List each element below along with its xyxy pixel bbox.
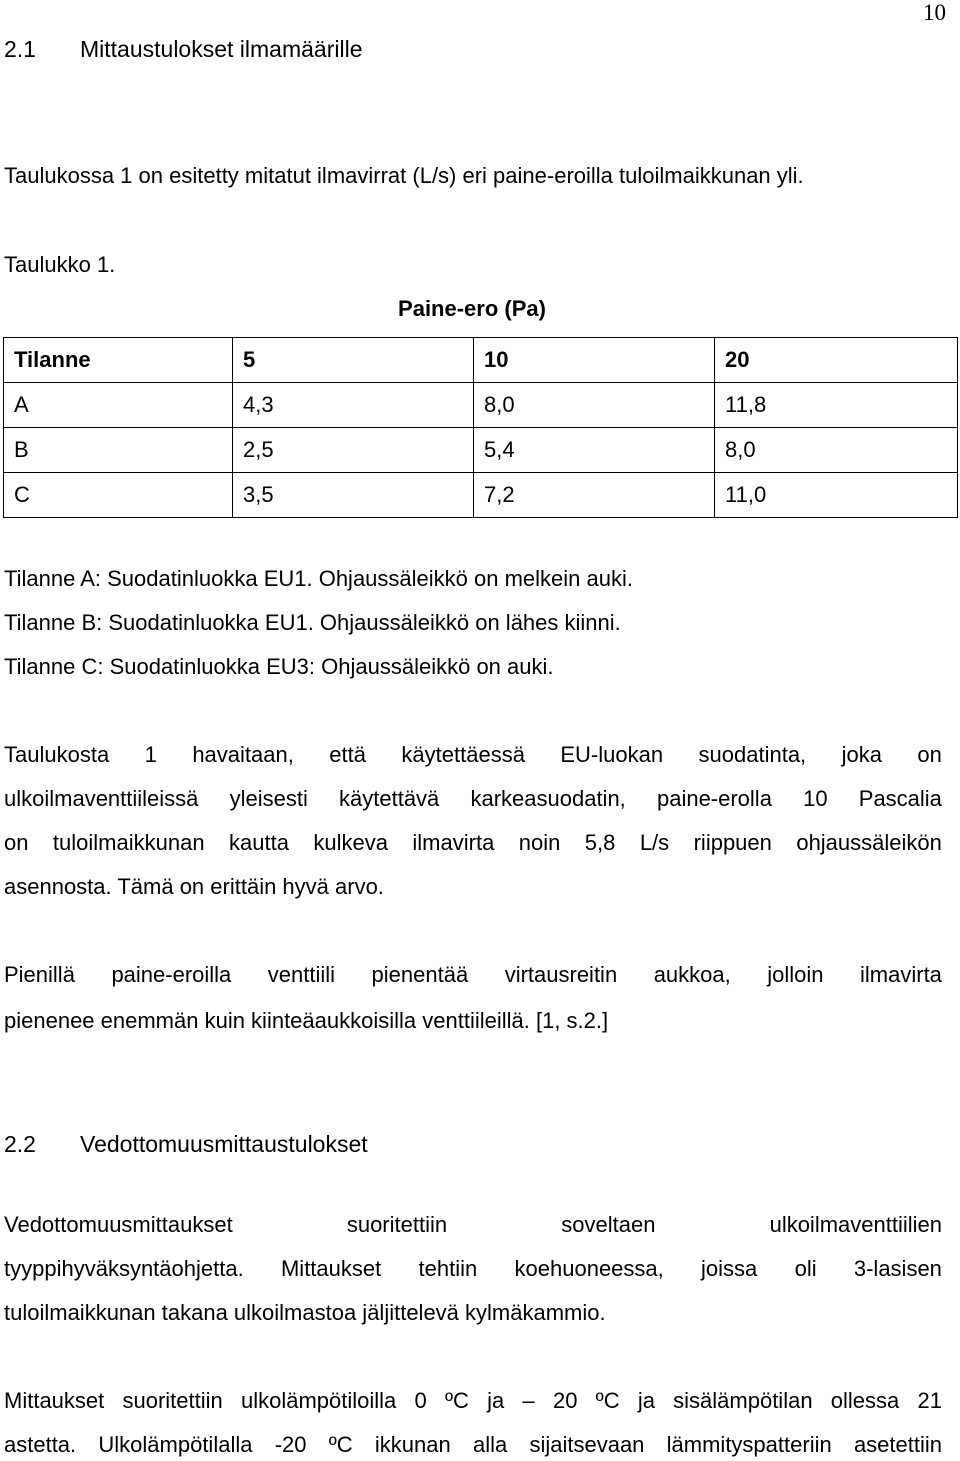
justified-text xyxy=(4,1256,942,1282)
table-header-row xyxy=(4,338,958,383)
intro-paragraph: Taulukossa 1 on esitetty mitatut ilmavirrat (L/s) eri paine-eroilla tuloilmaikkunan yli. xyxy=(4,163,804,188)
word: suoritettiin xyxy=(122,1388,223,1413)
word: venttiili xyxy=(267,962,336,987)
word: 3-lasisen xyxy=(853,1256,942,1281)
justified-text xyxy=(4,962,942,988)
section-title: Vedottomuusmittaustulokset xyxy=(80,1131,368,1157)
word: paine-erolla xyxy=(656,786,772,811)
word: tyyppihyväksyntäohjetta. xyxy=(4,1256,244,1281)
word: 10 xyxy=(803,786,828,811)
word: käytettäessä xyxy=(401,742,525,767)
word: ilmavirta xyxy=(412,830,495,855)
word: Taulukosta xyxy=(4,742,110,767)
word: ºC xyxy=(595,1388,620,1413)
word: Mittaukset xyxy=(280,1256,382,1281)
word: pienentää xyxy=(371,962,469,987)
word: ikkunan xyxy=(374,1432,451,1457)
justified-text xyxy=(4,1432,942,1458)
table-cell: 5,4 xyxy=(474,428,715,473)
section-heading-2-1 xyxy=(4,36,362,63)
word: jolloin xyxy=(767,962,824,987)
word: on xyxy=(4,830,29,855)
word: on xyxy=(917,742,942,767)
word: kautta xyxy=(229,830,289,855)
word: ollessa xyxy=(830,1388,900,1413)
word: L/s xyxy=(639,830,670,855)
justified-text xyxy=(4,742,942,768)
word: ulkoilmaventtiileissä xyxy=(4,786,199,811)
word: suoritettiin xyxy=(346,1212,448,1237)
table-cell: 11,0 xyxy=(715,473,958,518)
word: alla xyxy=(472,1432,508,1457)
justified-text xyxy=(4,830,942,856)
table-cell: 8,0 xyxy=(715,428,958,473)
justified-text xyxy=(4,786,942,812)
paragraph-line: asennosta. Tämä on erittäin hyvä arvo. xyxy=(4,874,384,899)
word: tehtiin xyxy=(418,1256,478,1281)
word: yleisesti xyxy=(229,786,308,811)
word: ºC xyxy=(328,1432,353,1457)
word: ulkolämpötiloilla xyxy=(240,1388,397,1413)
word: lämmityspatteriin xyxy=(666,1432,832,1457)
table-group-header: Paine-ero (Pa) xyxy=(398,296,546,321)
table-cell: A xyxy=(4,383,233,428)
word: oli xyxy=(794,1256,817,1281)
note-line: Tilanne A: Suodatinluokka EU1. Ohjaussäleikkö on melkein auki. xyxy=(4,566,633,591)
word: karkeasuodatin, xyxy=(470,786,626,811)
table-row xyxy=(4,383,958,428)
measurement-table xyxy=(3,337,958,518)
table-caption: Taulukko 1. xyxy=(4,252,116,277)
justified-text xyxy=(4,1388,942,1414)
justified-text xyxy=(4,1212,942,1238)
table-cell: 2,5 xyxy=(233,428,474,473)
word: riippuen xyxy=(693,830,772,855)
table-row xyxy=(4,428,958,473)
word: Ulkolämpötilalla xyxy=(98,1432,253,1457)
paragraph-line xyxy=(4,830,942,856)
word: ilmavirta xyxy=(860,962,942,987)
table-cell: C xyxy=(4,473,233,518)
word: ja xyxy=(487,1388,505,1413)
word: asetettiin xyxy=(853,1432,942,1457)
section-number: 2.2 xyxy=(4,1131,36,1157)
word: koehuoneessa, xyxy=(514,1256,664,1281)
word: Pascalia xyxy=(858,786,942,811)
table-header-cell: 10 xyxy=(474,338,715,383)
word: – xyxy=(522,1388,535,1413)
table-header-cell: 20 xyxy=(715,338,958,383)
note-line: Tilanne C: Suodatinluokka EU3: Ohjaussäleikkö on auki. xyxy=(4,654,554,679)
note-line: Tilanne B: Suodatinluokka EU1. Ohjaussäleikkö on lähes kiinni. xyxy=(4,610,621,635)
paragraph-line xyxy=(4,1212,942,1238)
word: EU-luokan xyxy=(560,742,664,767)
word: sisälämpötilan xyxy=(673,1388,813,1413)
word: virtausreitin xyxy=(504,962,618,987)
word: suodatinta, xyxy=(698,742,807,767)
table-cell: 11,8 xyxy=(715,383,958,428)
word: ºC xyxy=(444,1388,469,1413)
table-row xyxy=(4,473,958,518)
word: että xyxy=(329,742,366,767)
table-cell: 3,5 xyxy=(233,473,474,518)
table-header-cell: Tilanne xyxy=(4,338,233,383)
word: 20 xyxy=(552,1388,578,1413)
paragraph-line: tuloilmaikkunan takana ulkoilmastoa jäljittelevä kylmäkammio. xyxy=(4,1300,606,1325)
word: -20 xyxy=(274,1432,307,1457)
table-cell: 7,2 xyxy=(474,473,715,518)
word: 1 xyxy=(144,742,157,767)
word: joissa xyxy=(701,1256,758,1281)
word: sijaitsevaan xyxy=(529,1432,645,1457)
word: paine-eroilla xyxy=(111,962,232,987)
paragraph-line xyxy=(4,1388,942,1414)
word: tuloilmaikkunan xyxy=(52,830,205,855)
table-cell: B xyxy=(4,428,233,473)
word: kulkeva xyxy=(313,830,388,855)
word: aukkoa, xyxy=(653,962,731,987)
word: astetta. xyxy=(4,1432,77,1457)
word: Mittaukset xyxy=(4,1388,105,1413)
page-number: 10 xyxy=(923,0,946,25)
word: noin xyxy=(518,830,561,855)
paragraph-line xyxy=(4,1432,942,1458)
section-title: Mittaustulokset ilmamäärille xyxy=(80,36,363,62)
paragraph-line xyxy=(4,786,942,812)
word: ulkoilmaventtiilien xyxy=(769,1212,942,1237)
paragraph-line xyxy=(4,962,942,988)
word: 5,8 xyxy=(584,830,616,855)
paragraph-line: pienenee enemmän kuin kiinteäaukkoisilla venttiileillä. [1, s.2.] xyxy=(4,1008,609,1033)
word: 21 xyxy=(917,1388,942,1413)
word: joka xyxy=(841,742,882,767)
paragraph-line xyxy=(4,1256,942,1282)
table-header-cell: 5 xyxy=(233,338,474,383)
word: Vedottomuusmittaukset xyxy=(4,1212,233,1237)
word: 0 xyxy=(414,1388,427,1413)
word: havaitaan, xyxy=(192,742,294,767)
section-number: 2.1 xyxy=(4,36,36,62)
word: soveltaen xyxy=(561,1212,656,1237)
word: Pienillä xyxy=(4,962,75,987)
word: käytettävä xyxy=(339,786,440,811)
section-heading-2-2 xyxy=(4,1131,368,1158)
word: ja xyxy=(637,1388,655,1413)
paragraph-line xyxy=(4,742,942,768)
table-cell: 4,3 xyxy=(233,383,474,428)
table-cell: 8,0 xyxy=(474,383,715,428)
word: ohjaussäleikön xyxy=(796,830,942,855)
